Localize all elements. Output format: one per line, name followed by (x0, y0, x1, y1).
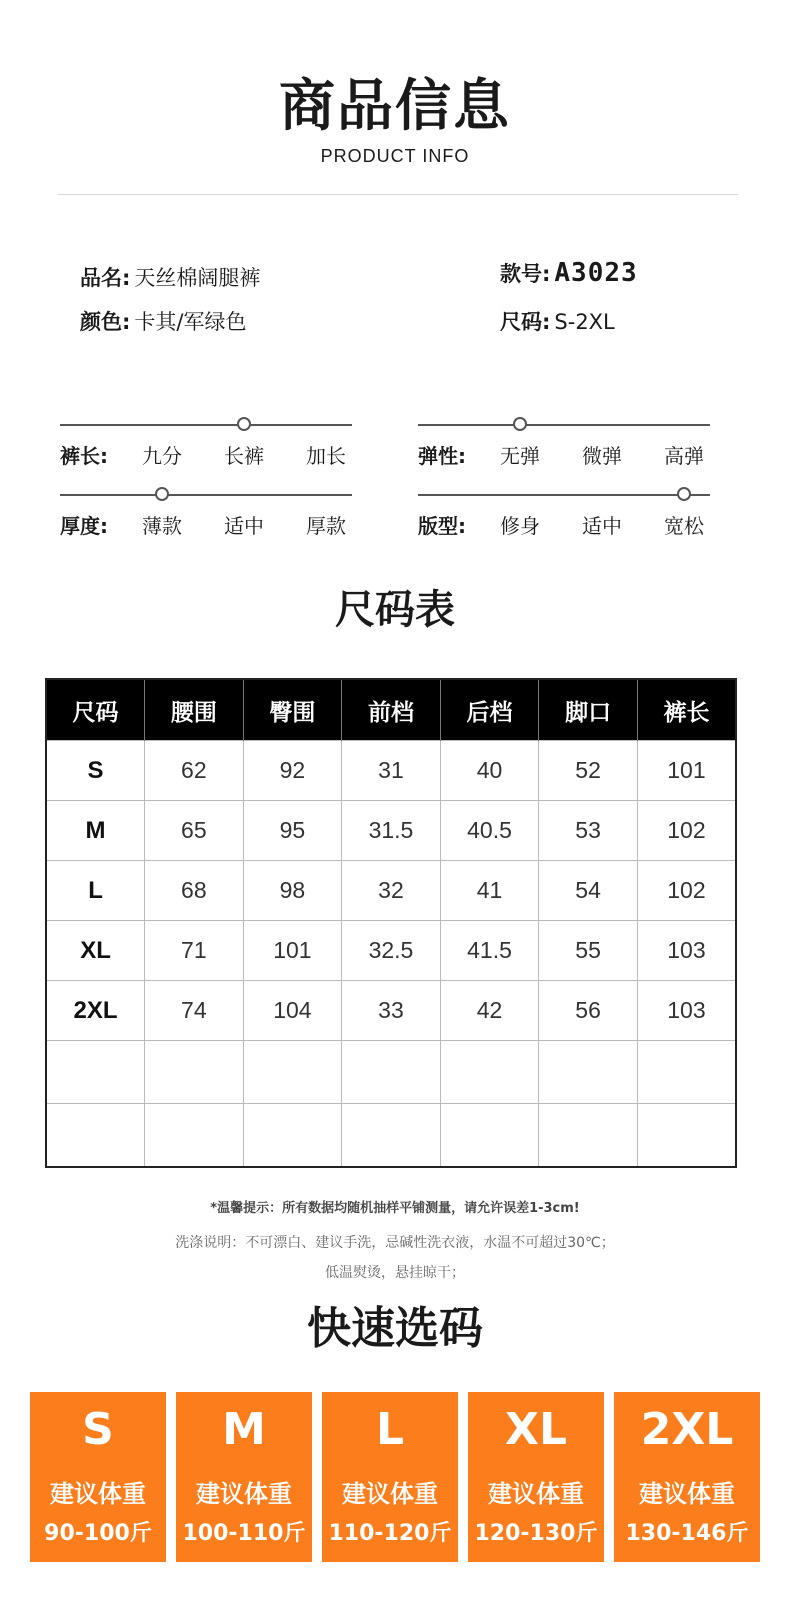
scale-option: 宽松 (664, 514, 704, 538)
info-size-key: 尺码: (500, 310, 551, 334)
scale-name: 弹性: (418, 444, 466, 468)
table-cell (46, 1041, 145, 1104)
table-cell (342, 1104, 441, 1168)
card-size: 2XL (640, 1404, 734, 1455)
table-row-blank (46, 1041, 736, 1104)
table-cell: 56 (539, 981, 638, 1041)
quick-select-cards (30, 1392, 760, 1562)
card-weight: 90-100斤 (44, 1521, 152, 1546)
scale-length (60, 412, 352, 468)
info-color (80, 306, 246, 336)
scale-marker (155, 487, 169, 501)
size-card-2xl (614, 1392, 760, 1562)
card-weight: 130-146斤 (625, 1521, 749, 1546)
scale-option: 无弹 (500, 444, 540, 468)
table-cell: 32.5 (342, 921, 441, 981)
table-cell: 40 (440, 741, 539, 801)
table-cell: 31.5 (342, 801, 441, 861)
scale-name: 裤长: (60, 444, 108, 468)
info-style-value: A3023 (554, 258, 638, 288)
scale-track (418, 424, 710, 426)
table-row (46, 921, 736, 981)
wash-instructions-line2: 低温熨烫，悬挂晾干； (325, 1265, 465, 1281)
table-cell: 55 (539, 921, 638, 981)
card-weight: 110-120斤 (328, 1521, 452, 1546)
table-row-blank (46, 1104, 736, 1168)
size-card-xl (468, 1392, 604, 1562)
scale-option: 微弹 (582, 444, 622, 468)
table-cell: 33 (342, 981, 441, 1041)
header-cell: 裤长 (637, 679, 736, 741)
table-cell: M (46, 801, 145, 861)
card-label: 建议体重 (50, 1480, 146, 1508)
header-cell: 脚口 (539, 679, 638, 741)
table-cell: 103 (637, 981, 736, 1041)
info-color-key: 颜色: (80, 310, 131, 334)
table-cell: 32 (342, 861, 441, 921)
table-cell: 53 (539, 801, 638, 861)
table-cell: L (46, 861, 145, 921)
table-cell (243, 1104, 342, 1168)
table-cell: 98 (243, 861, 342, 921)
scale-fit (418, 482, 710, 538)
table-cell: 41.5 (440, 921, 539, 981)
scale-option: 九分 (142, 444, 182, 468)
table-row (46, 741, 736, 801)
table-cell: 68 (145, 861, 244, 921)
table-cell: 103 (637, 921, 736, 981)
table-row (46, 801, 736, 861)
info-style-key: 款号: (500, 262, 551, 286)
table-cell: 74 (145, 981, 244, 1041)
info-name (80, 262, 260, 292)
header-cell: 腰围 (145, 679, 244, 741)
size-card-l (322, 1392, 458, 1562)
table-cell: 41 (440, 861, 539, 921)
card-label: 建议体重 (342, 1480, 438, 1508)
header-divider (58, 194, 738, 195)
table-cell: 92 (243, 741, 342, 801)
table-cell (145, 1104, 244, 1168)
info-color-value: 卡其/军绿色 (134, 310, 247, 334)
scale-marker (677, 487, 691, 501)
table-cell: 102 (637, 861, 736, 921)
table-cell: 54 (539, 861, 638, 921)
size-card-s (30, 1392, 166, 1562)
table-cell: 102 (637, 801, 736, 861)
table-cell: 101 (637, 741, 736, 801)
scale-track (418, 494, 710, 496)
size-table-title: 尺码表 (335, 587, 455, 633)
scale-name: 版型: (418, 514, 466, 538)
scale-option: 适中 (224, 514, 264, 538)
table-cell (243, 1041, 342, 1104)
scale-option: 适中 (582, 514, 622, 538)
scale-thickness (60, 482, 352, 538)
table-cell: 101 (243, 921, 342, 981)
quick-select-title: 快速选码 (307, 1303, 483, 1354)
table-cell: 95 (243, 801, 342, 861)
size-card-m (176, 1392, 312, 1562)
scale-option: 加长 (306, 444, 346, 468)
info-size-value: S-2XL (554, 310, 615, 334)
table-cell: 71 (145, 921, 244, 981)
table-cell: 104 (243, 981, 342, 1041)
scale-option: 修身 (500, 514, 540, 538)
table-cell (46, 1104, 145, 1168)
size-table-header (46, 679, 736, 741)
table-cell: 2XL (46, 981, 145, 1041)
table-cell: 40.5 (440, 801, 539, 861)
scale-track (60, 424, 352, 426)
info-name-key: 品名: (80, 266, 131, 290)
table-cell (440, 1041, 539, 1104)
table-cell (342, 1041, 441, 1104)
card-size: L (375, 1404, 405, 1455)
header-cell: 前档 (342, 679, 441, 741)
info-name-value: 天丝棉阔腿裤 (134, 266, 261, 290)
table-cell (440, 1104, 539, 1168)
card-size: M (222, 1404, 266, 1455)
table-cell (637, 1041, 736, 1104)
wash-instructions-line1: 洗涤说明：不可漂白、建议手洗，忌碱性洗衣液，水温不可超过30℃； (175, 1235, 615, 1251)
page-subtitle: PRODUCT INFO (320, 146, 470, 166)
info-style (500, 258, 638, 288)
scale-option: 高弹 (664, 444, 704, 468)
scale-track (60, 494, 352, 496)
page-title: 商品信息 (279, 74, 511, 139)
header-cell: 尺码 (46, 679, 145, 741)
scale-marker (237, 417, 251, 431)
table-cell: 62 (145, 741, 244, 801)
scale-name: 厚度: (60, 514, 108, 538)
scale-option: 厚款 (306, 514, 346, 538)
card-label: 建议体重 (196, 1480, 292, 1508)
table-cell: 42 (440, 981, 539, 1041)
info-size (500, 306, 615, 336)
table-cell (145, 1041, 244, 1104)
card-size: XL (505, 1404, 567, 1455)
table-row (46, 861, 736, 921)
card-size: S (82, 1404, 114, 1455)
table-cell (637, 1104, 736, 1168)
card-weight: 120-130斤 (474, 1521, 598, 1546)
table-cell (539, 1041, 638, 1104)
card-label: 建议体重 (488, 1480, 584, 1508)
card-weight: 100-110斤 (182, 1521, 306, 1546)
scale-option: 长裤 (224, 444, 264, 468)
scale-marker (513, 417, 527, 431)
table-cell: 65 (145, 801, 244, 861)
table-cell: 52 (539, 741, 638, 801)
table-cell (539, 1104, 638, 1168)
table-cell: 31 (342, 741, 441, 801)
size-table (45, 678, 737, 1168)
table-cell: XL (46, 921, 145, 981)
header-cell: 后档 (440, 679, 539, 741)
card-label: 建议体重 (639, 1480, 735, 1508)
scale-elasticity (418, 412, 710, 468)
table-cell: S (46, 741, 145, 801)
header-cell: 臀围 (243, 679, 342, 741)
scale-option: 薄款 (142, 514, 182, 538)
measurement-tip: *温馨提示：所有数据均随机抽样平铺测量，请允许误差1-3cm! (210, 1201, 580, 1216)
table-row (46, 981, 736, 1041)
